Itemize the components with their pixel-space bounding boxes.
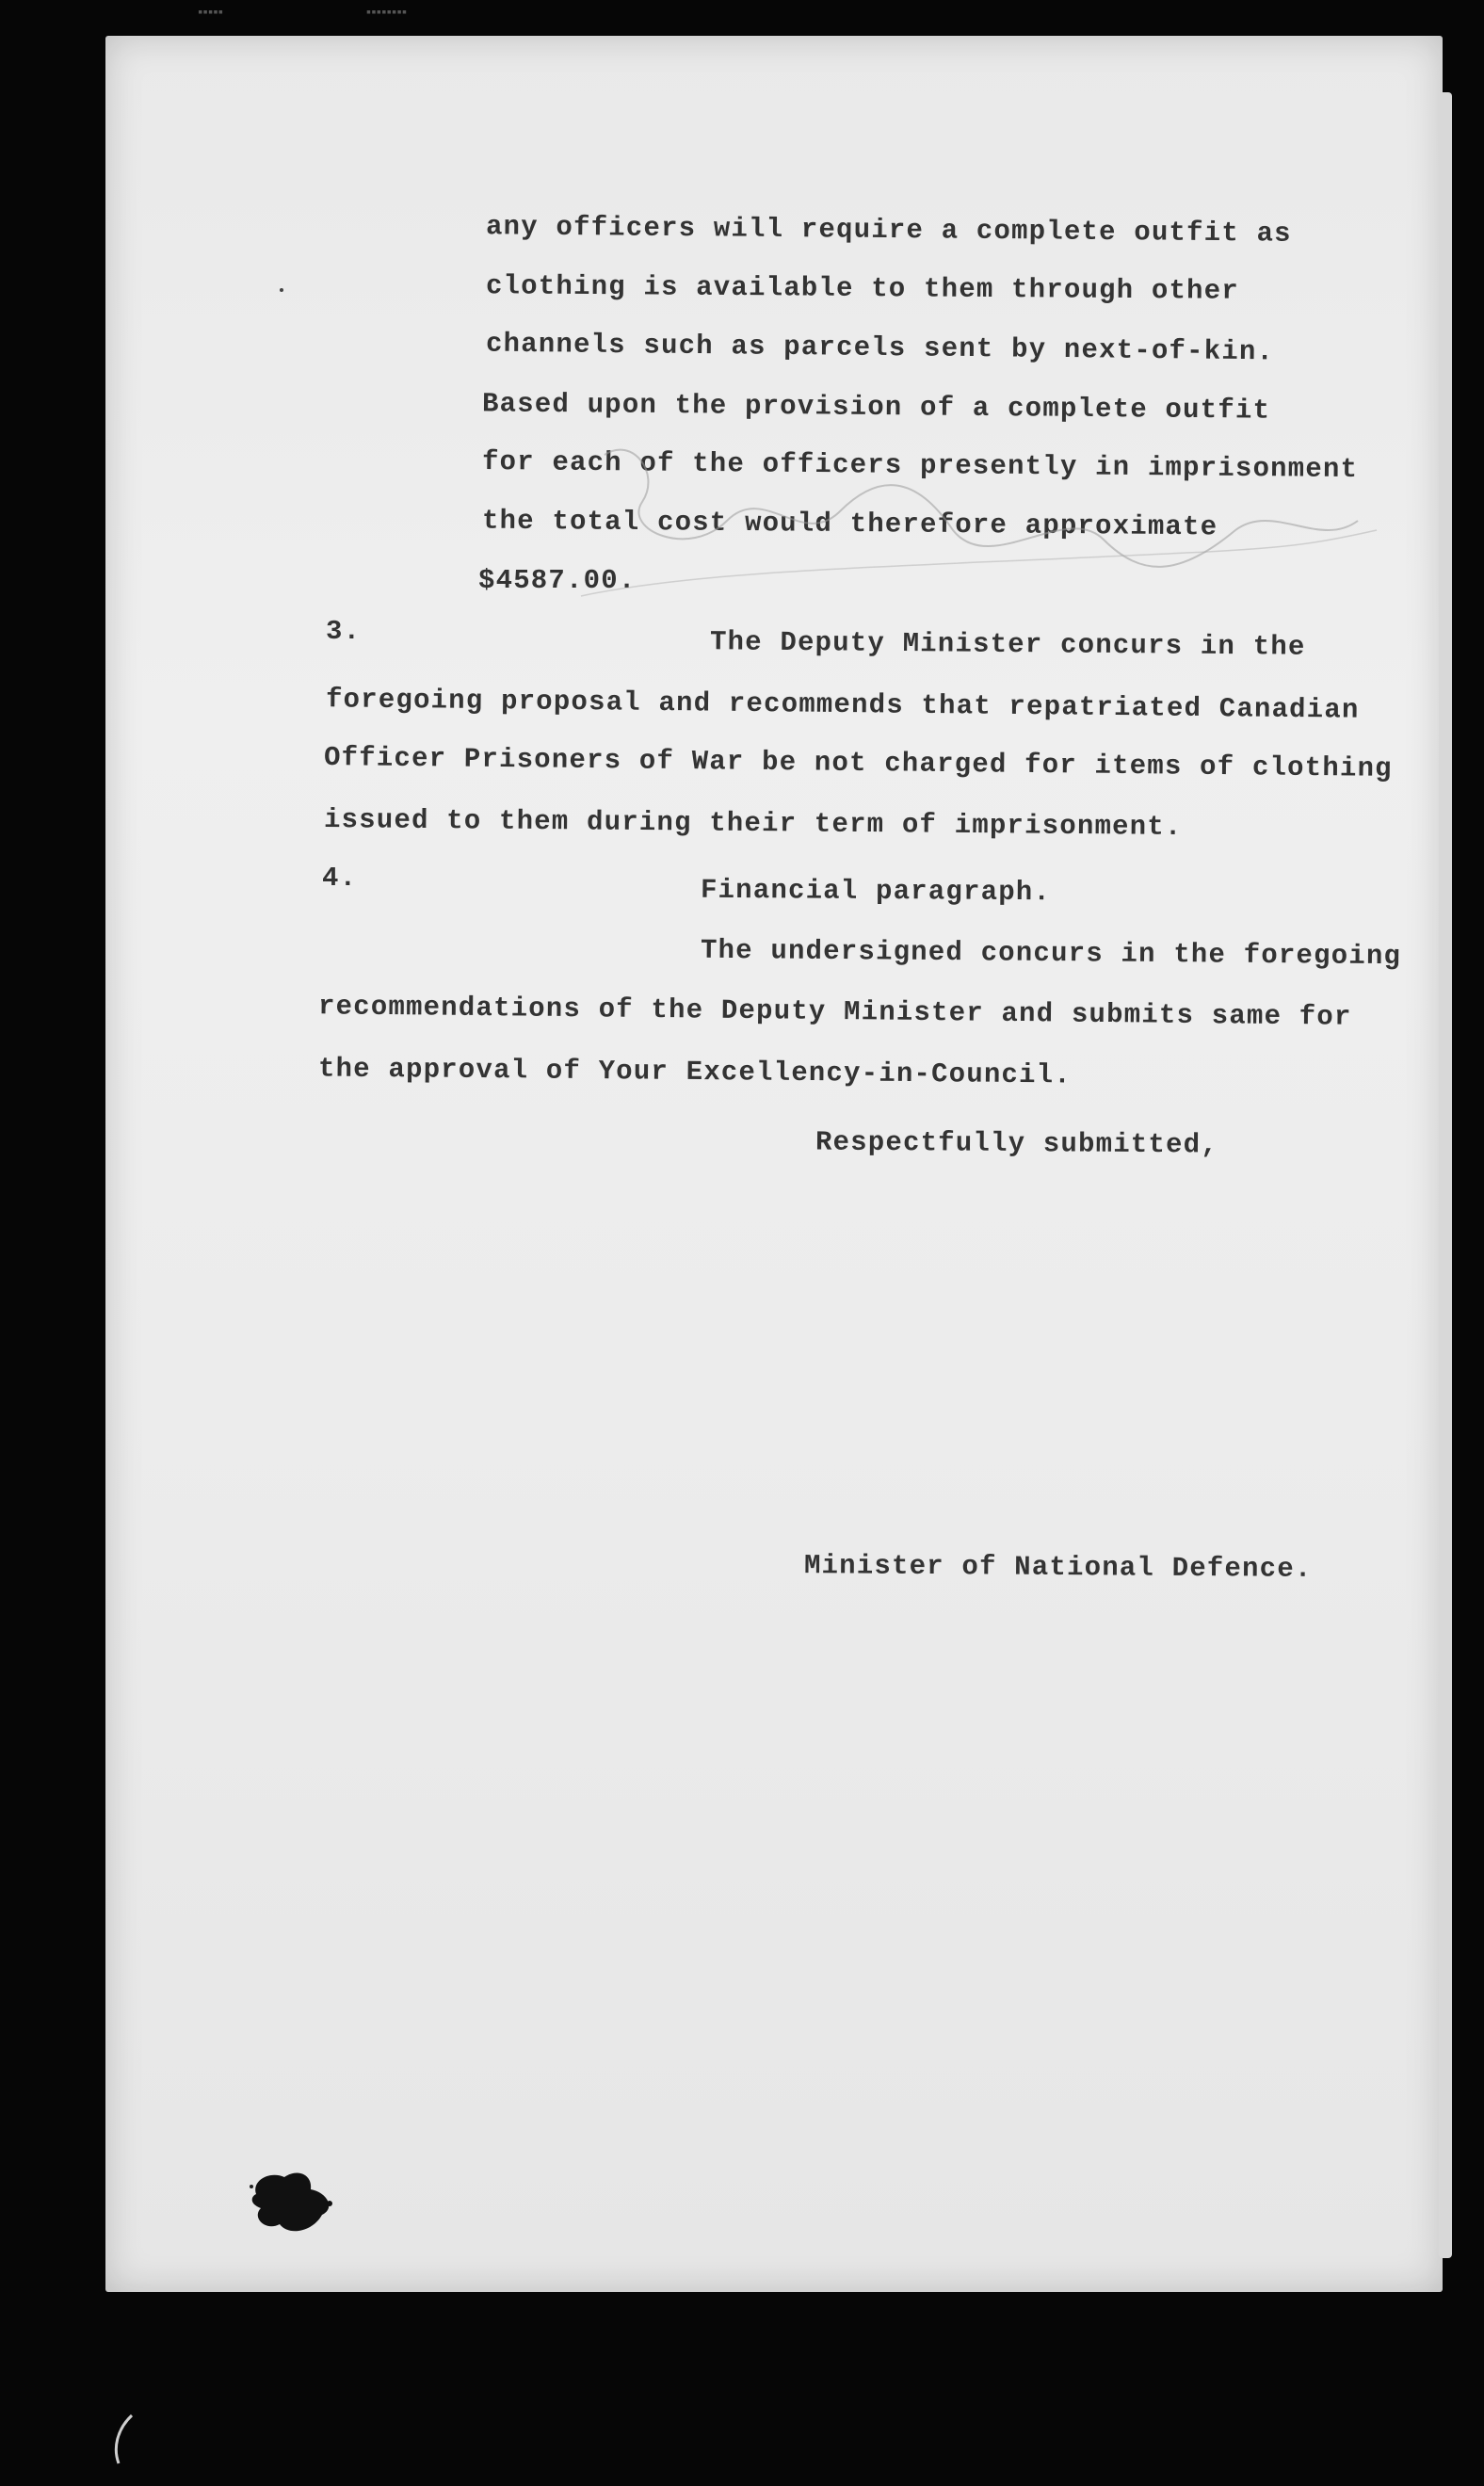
paragraph-3-line-3: Officer Prisoners of War be not charged for items of clothing [323, 742, 1393, 784]
continuation-line-6: the total cost would therefore approximate [481, 505, 1218, 543]
continuation-line-3: channels such as parcels sent by next-of-kin. [485, 328, 1275, 368]
film-scratch [105, 2411, 143, 2467]
continuation-line-4: Based upon the provision of a complete outfit [481, 388, 1271, 427]
paragraph-3-number: 3. [326, 616, 362, 647]
continuation-line-2: clothing is available to them through other [485, 270, 1240, 307]
closing-line-2: recommendations of the Deputy Minister and submits same for [317, 991, 1352, 1033]
paragraph-3-line-2: foregoing proposal and recommends that repatriated Canadian [325, 684, 1360, 726]
continuation-line-1: any officers will require a complete outfit as [485, 211, 1292, 250]
document-page [105, 36, 1443, 2292]
page-edge [1439, 92, 1452, 2258]
pencil-scribble [576, 417, 1386, 615]
closing-line-1: The undersigned concurs in the foregoing [700, 934, 1402, 973]
closing-line-3: the approval of Your Excellency-in-Council. [317, 1053, 1073, 1091]
sign-off: Respectfully submitted, [815, 1126, 1218, 1161]
continuation-line-5: for each of the officers presently in imprisonment [481, 445, 1359, 486]
paragraph-3-line-1: The Deputy Minister concurs in the [709, 626, 1306, 663]
stray-mark [277, 285, 286, 295]
signature-title: Minister of National Defence. [803, 1550, 1313, 1585]
paragraph-4-number: 4. [322, 863, 358, 894]
cost-amount: $4587.00. [478, 565, 637, 596]
film-edge-marks: ▪▪▪▪▪ ▪▪▪▪▪▪▪▪ [198, 8, 408, 17]
ink-blot [247, 2166, 341, 2241]
paragraph-3-line-4: issued to them during their term of imprisonment. [323, 804, 1183, 843]
paragraph-4-heading: Financial paragraph. [700, 874, 1052, 909]
